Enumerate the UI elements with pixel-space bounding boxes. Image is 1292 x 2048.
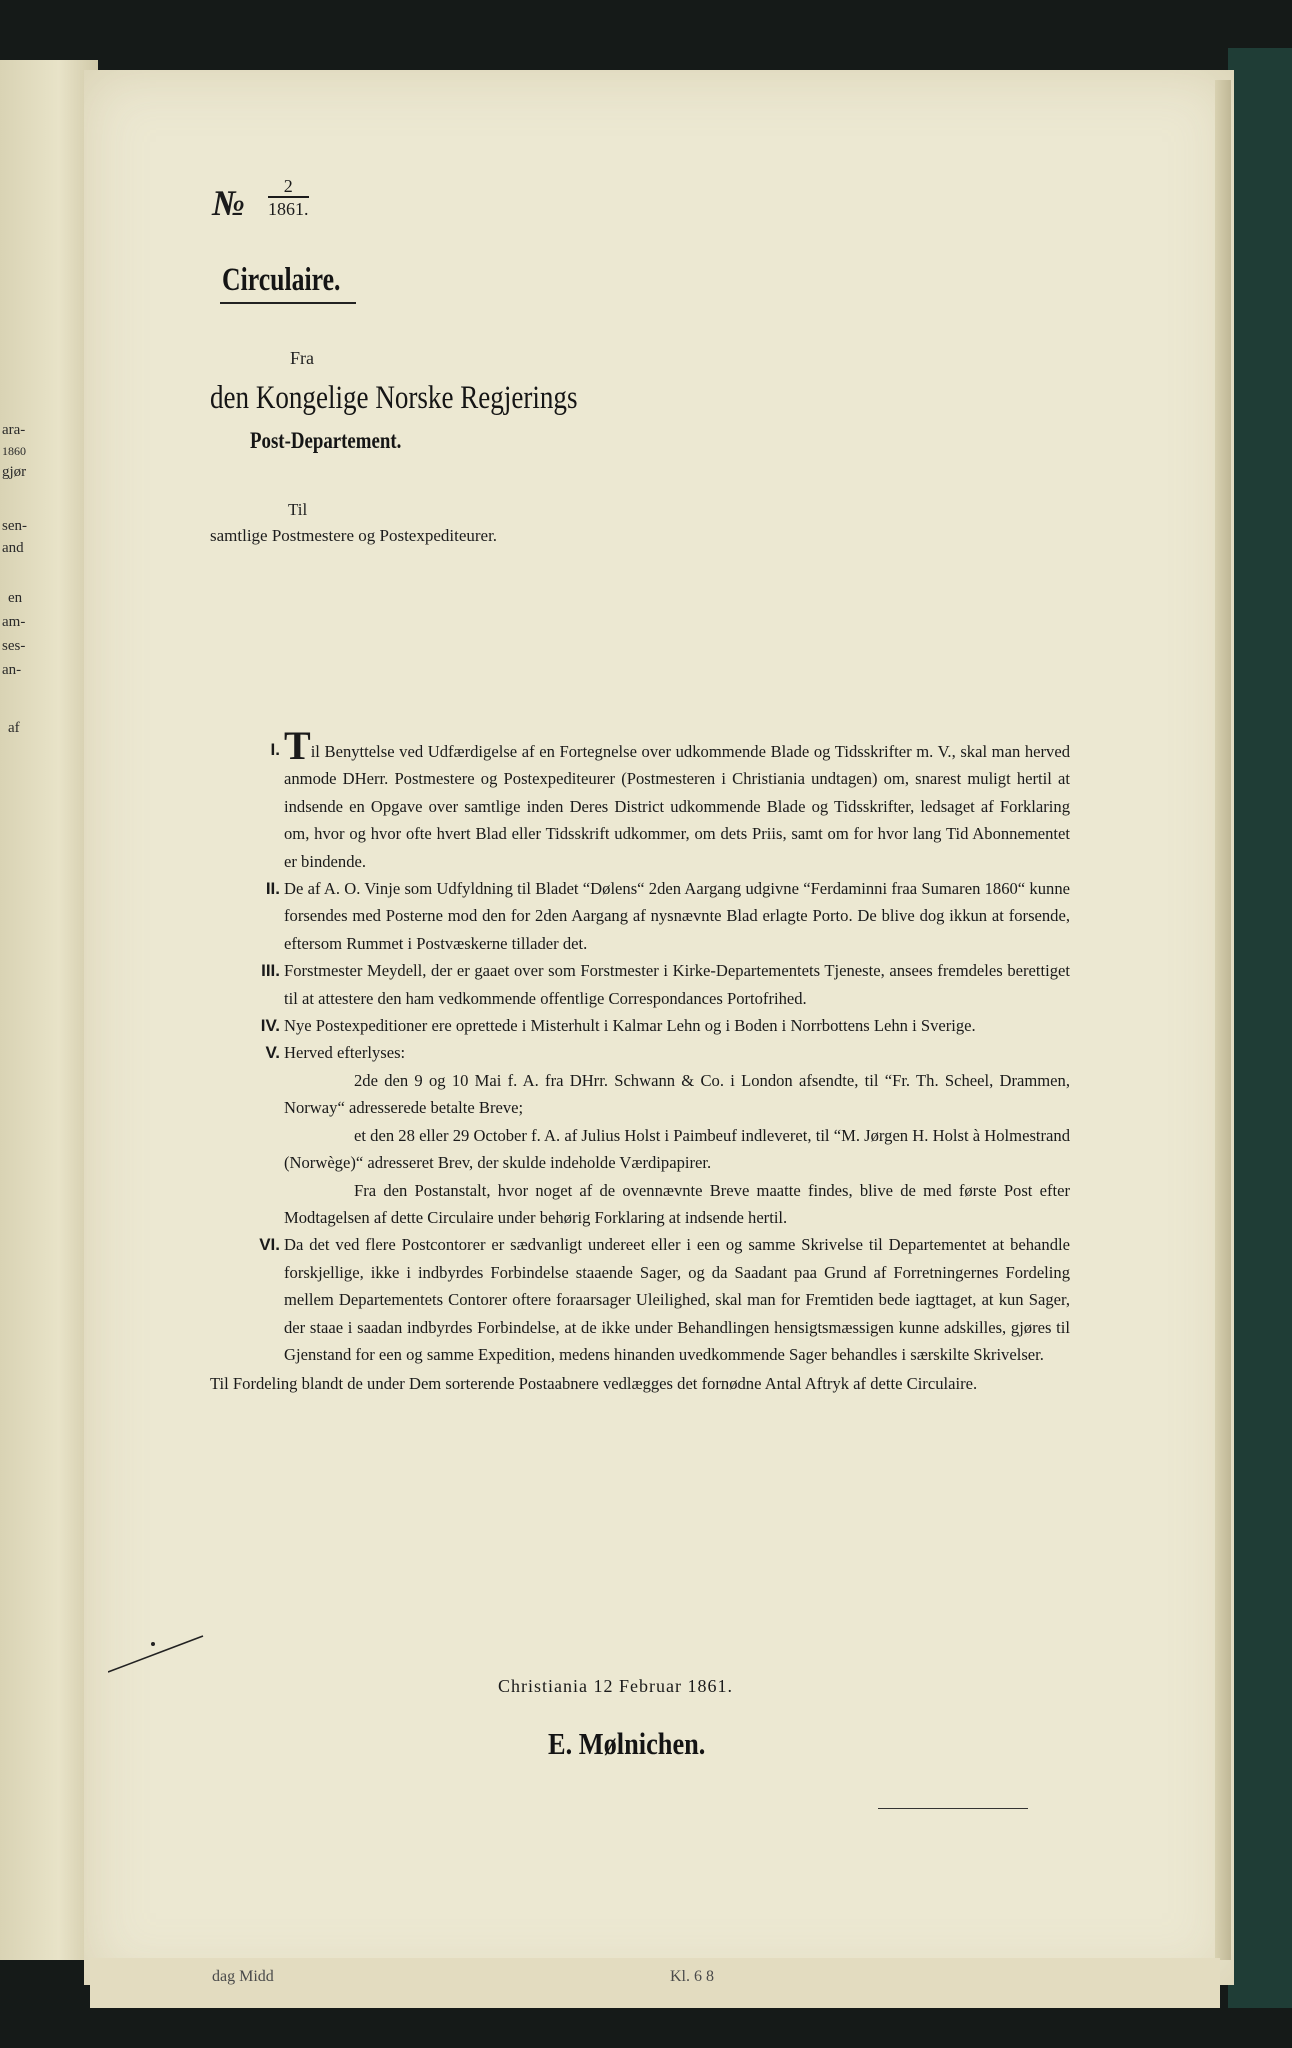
section-5-paragraph: et den 28 eller 29 October f. A. af Julius Holst i Paimbeuf indleveret, til “M. Jørgen H. Holst à Holmestrand (Norwège)“ adresseret Brev, der skulde indeholde Værdipapirer. (284, 1125, 1070, 1173)
section-6 (210, 1231, 1070, 1368)
section-5-paragraph: Fra den Postanstalt, hvor noget af de ovennævnte Breve maatte findes, blive de med første Post efter Modtagelsen af dette Circulaire under behørig Forklaring at indsende hertil. (284, 1180, 1070, 1227)
section-text: De af A. O. Vinje som Udfyldning til Bladet “Dølens“ 2den Aargang udgivne “Ferdaminni fraa Sumaren 1860“ kunne forsendes med Posterne mod den for 2den Aargang af nysnævnte Blad erlagte Porto. De blive dog ikkun at forsende, eftersom Rummet i Postvæskerne tillader det. (284, 879, 1070, 953)
section-text (284, 723, 1070, 875)
book-cover (1228, 48, 1292, 2008)
prev-page-fragment: en (8, 590, 23, 606)
underlying-page-strip (90, 1958, 1220, 2008)
department-subtitle: Post-Departement. (250, 428, 402, 453)
prev-page-fragment: an- (2, 662, 22, 678)
prev-page-fragment: sen- (2, 518, 27, 534)
section-1 (210, 723, 1070, 875)
prev-page-fragment: 1860 (2, 444, 26, 458)
document-title: Circulaire. (222, 262, 341, 298)
prev-page-fragment: af (8, 720, 20, 736)
section-text: Herved efterlyses: (284, 1043, 406, 1063)
section-text-body: il Benyttelse ved Udfærdigelse af en Fortegnelse over udkommende Blade og Tidsskrifter m. V., skal man herved anmode DHerr. Postmestere og Postexpediteurer (Postmesteren i Christiania undtagen) om, snarest muligt hertil at indsende en Opgave over samtlige inden Deres District udkommende Blade og Tidsskrifter, ledsaget af Forklaring om, hvor og hvor ofte hvert Blad eller Tidsskrift udkommer, om dets Priis, samt om for hvor lang Tid Abonnementet er bindende. (284, 742, 1070, 871)
page-stack-edge (1215, 80, 1231, 1960)
closing-paragraph: Til Fordeling blandt de under Dem sorterende Postaabnere vedlægges det fornødne Antal Aftryk af dette Circulaire. (210, 1374, 978, 1394)
pen-stroke-mark (108, 1624, 208, 1674)
section-numeral: I. (270, 740, 280, 759)
department-name: den Kongelige Norske Regjerings (210, 380, 578, 416)
to-label: Til (288, 500, 308, 519)
footer-fragment: Kl. 6 8 (670, 1968, 714, 1985)
section-4 (210, 1012, 1070, 1039)
section-text: Forstmester Meydell, der er gaaet over som Forstmester i Kirke-Departementets Tjeneste, ansees fremdeles berettiget til at attestere den ham vedkommende offentlige Correspondances Portofrihed. (284, 961, 1070, 1008)
section-numeral: V. (265, 1043, 280, 1063)
signature: E. Mølnichen. (548, 1726, 706, 1761)
circular-year: 1861. (268, 196, 309, 219)
section-numeral: IV. (260, 1016, 280, 1036)
title-underline (220, 302, 356, 304)
recipients: samtlige Postmestere og Postexpediteurer. (210, 526, 498, 545)
section-5 (210, 1039, 1070, 1231)
section-numeral: II. (265, 879, 280, 899)
section-numeral: III. (261, 961, 280, 981)
section-3 (210, 957, 1070, 1012)
section-numeral: VI. (259, 1235, 280, 1255)
drop-initial: T (284, 723, 311, 768)
prev-page-fragment: gjør (2, 464, 27, 480)
prev-page-fragment: and (2, 540, 24, 556)
signature-rule (878, 1808, 1028, 1809)
number-sign: № (212, 183, 245, 223)
prev-page-fragment: am- (2, 614, 26, 630)
section-2 (210, 875, 1070, 957)
circular-number-value: 2 (283, 176, 293, 196)
circular-body (210, 723, 1070, 1398)
prev-page-fragment: ses- (2, 638, 26, 654)
from-label: Fra (290, 348, 314, 368)
prev-page-fragment: ara- (2, 422, 26, 438)
date-line: Christiania 12 Februar 1861. (498, 1676, 733, 1696)
section-5-paragraph: 2de den 9 og 10 Mai f. A. fra DHrr. Schwann & Co. i London afsendte, til “Fr. Th. Scheel, Drammen, Norway“ adresserede betalte Breve; (284, 1070, 1070, 1118)
circular-number (268, 176, 309, 219)
section-text: Nye Postexpeditioner ere oprettede i Misterhult i Kalmar Lehn og i Boden i Norrbottens Lehn i Sverige. (284, 1016, 976, 1036)
section-text: Da det ved flere Postcontorer er sædvanligt undereet eller i een og samme Skrivelse til Departementet at behandle forskjellige, ikke i indbyrdes Forbindelse staaende Sager, og da Saadant paa Grund af Forretningernes Fordeling mellem Departementets Contorer oftere foraarsager Uleilighed, skal man for Fremtiden bede iagttaget, at kun Sager, der staae i saadan indbyrdes Forbindelse, at de ikke under Behandlingen hensigtsmæssigen kunne adskilles, gjøres til Gjenstand for een og samme Expedition, medens hinanden uvedkommende Sager behandles i særskilte Skrivelser. (284, 1235, 1070, 1364)
footer-fragment: dag Midd (212, 1968, 274, 1985)
